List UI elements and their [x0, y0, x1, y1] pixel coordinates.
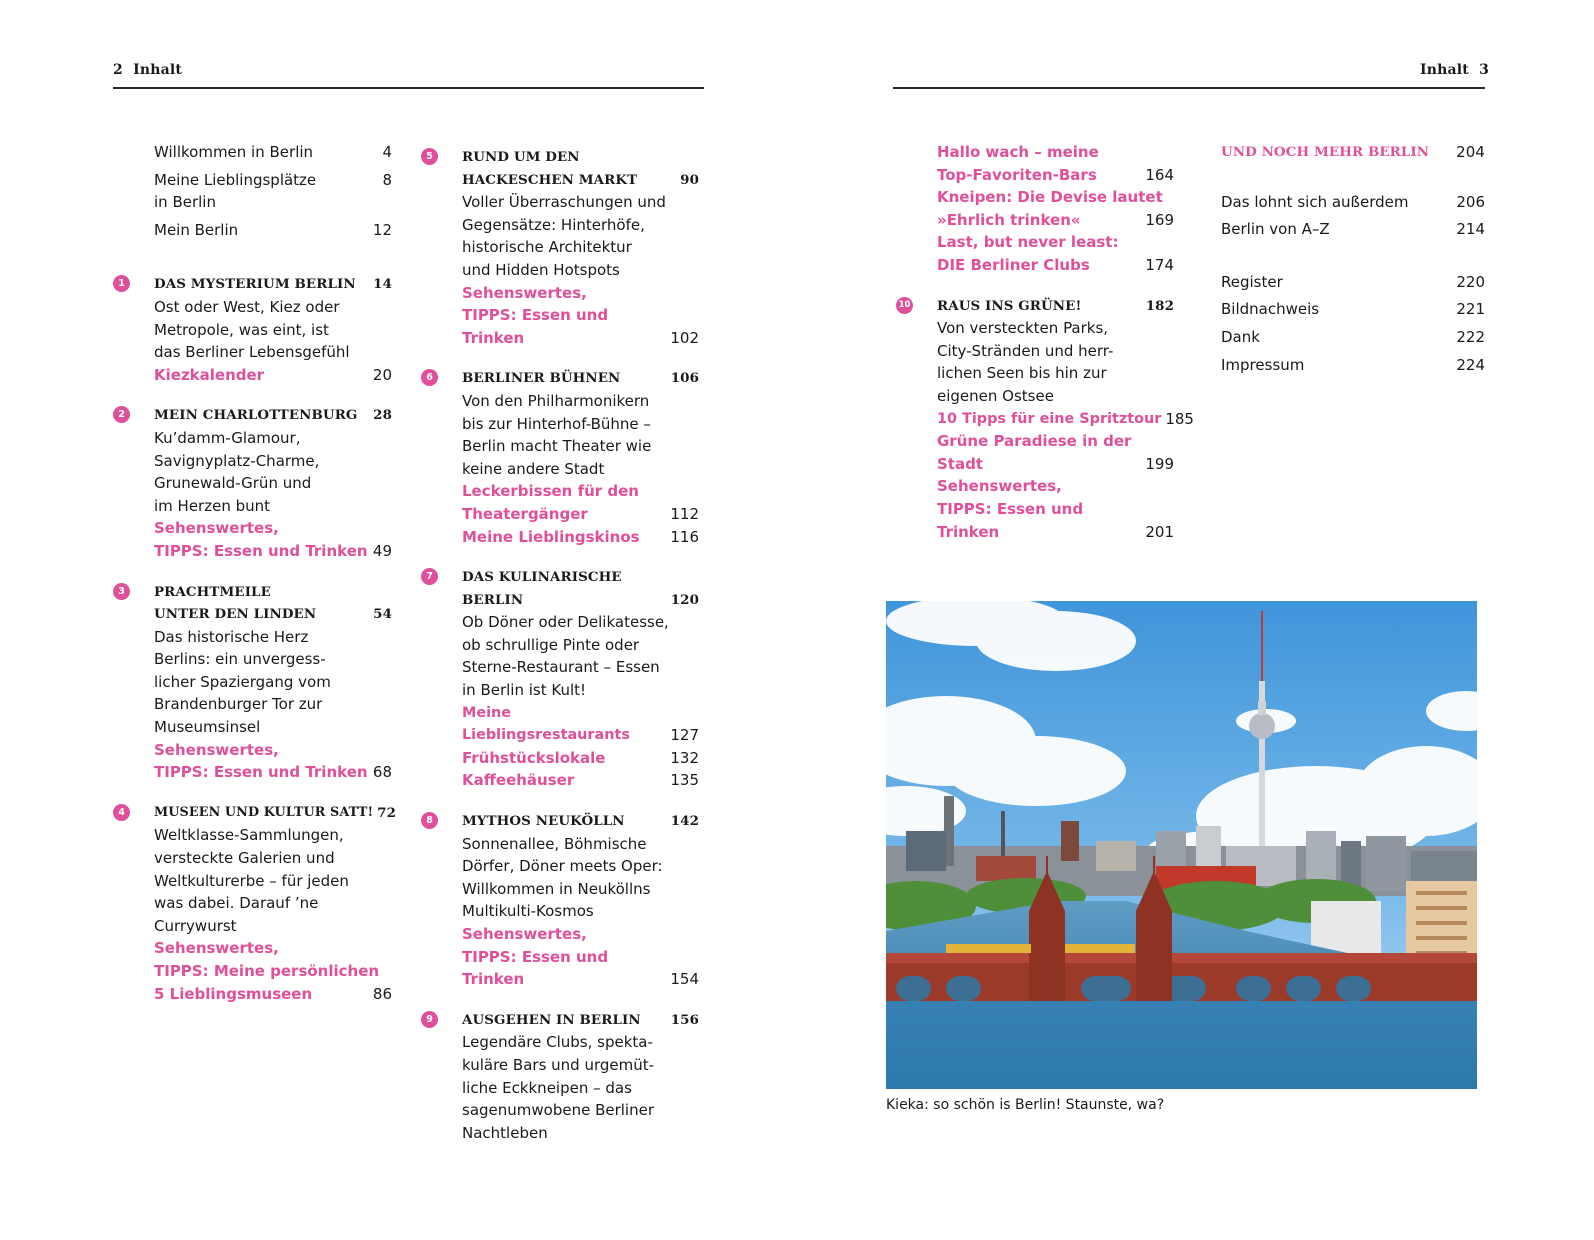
chapter-link[interactable]: TIPPS: Essen und Trinken 201 [937, 499, 1174, 541]
section-page: 204 [1456, 143, 1485, 161]
chapter-description: Das historische Herz Berlins: ein unvergess- licher Spaziergang vom Brandenburger Tor zur Museumsinsel [154, 627, 331, 737]
chapter-page: 106 [670, 370, 699, 387]
chapter-link[interactable]: Meine Lieblingsrestaurants 127 [462, 704, 699, 745]
entry-label: Berlin von A–Z [1221, 220, 1330, 239]
chapter-title: BERLIN [462, 591, 524, 608]
chapter-number-badge: 2 [113, 406, 130, 423]
chapter-description: Voller Überraschungen und Gegensätze: Hinterhöfe, historische Architektur und Hidden Hotspots [462, 193, 666, 279]
chapter-link[interactable]: Sehenswertes, [462, 925, 587, 943]
chapter-page: 90 [680, 171, 699, 188]
toc-entry[interactable] [154, 169, 392, 214]
chapter-description: Weltklasse-Sammlungen, versteckte Galerien und Weltkulturerbe – für jeden was dabei. Darauf ’ne Currywurst [154, 826, 349, 935]
chapter-link[interactable]: TIPPS: Essen und Trinken 102 [462, 306, 699, 347]
chapter-link[interactable]: TIPPS: Essen und Trinken 68 [154, 763, 392, 782]
chapter-link[interactable]: Top-Favoriten-Bars 164 [937, 165, 1174, 184]
entry-label: Das lohnt sich außerdem [1221, 192, 1409, 211]
chapter-description: Von versteckten Parks, City-Stränden und herr- lichen Seen bis hin zur eigenen Ostsee [937, 319, 1114, 405]
chapter-4[interactable] [118, 802, 397, 1005]
chapter-number-badge: 7 [421, 568, 438, 585]
toc-column-1 [118, 141, 397, 1005]
chapter-link[interactable]: 10 Tipps für eine Spritztour 185 [937, 409, 1194, 428]
entry-page: 4 [382, 143, 392, 161]
toc-entry[interactable] [1221, 298, 1485, 321]
chapter-1[interactable] [118, 273, 392, 386]
left-page-header [113, 62, 182, 78]
chapter-link[interactable]: TIPPS: Meine persönlichen [154, 962, 380, 980]
chapter-title: RUND UM DEN [462, 149, 580, 165]
left-header-rule [113, 87, 704, 89]
chapter-number-badge: 5 [421, 148, 438, 165]
chapter-8[interactable] [426, 810, 699, 991]
entry-label: in Berlin [154, 193, 216, 212]
entry-page: 224 [1456, 355, 1485, 374]
entry-label: Mein Berlin [154, 220, 239, 239]
intro-entries [154, 141, 392, 241]
chapter-page: 156 [670, 1011, 699, 1028]
chapter-page: 142 [670, 813, 699, 830]
entry-label: Bildnachweis [1221, 300, 1320, 319]
chapter-page: 54 [373, 606, 392, 623]
chapter-description: Legendäre Clubs, spekta- kuläre Bars und urgemüt- liche Eckkneipen – das sagenumwobene Berliner Nachtleben [462, 1033, 655, 1142]
chapter-link[interactable]: TIPPS: Essen und Trinken 154 [462, 947, 699, 989]
chapter-link[interactable]: Kneipen: Die Devise lautet [937, 188, 1163, 207]
toc-entry[interactable] [154, 219, 392, 242]
chapter-title: MEIN CHARLOTTENBURG [154, 407, 358, 424]
chapter-number-badge: 3 [113, 583, 130, 600]
chapter-3[interactable] [118, 581, 392, 784]
chapter-title: MYTHOS NEUKÖLLN [462, 813, 625, 830]
chapter-5[interactable] [426, 146, 699, 349]
chapter-title: RAUS INS GRÜNE! [937, 297, 1082, 314]
chapter-number-badge: 10 [896, 297, 913, 314]
entry-label: Dank [1221, 327, 1260, 346]
chapter-description: Ob Döner oder Delikatesse, ob schrullige Pinte oder Sterne-Restaurant – Essen in Berlin ist Kult! [462, 613, 669, 700]
toc-column-3 [898, 141, 1194, 543]
chapter-link[interactable]: Sehenswertes, [462, 283, 587, 302]
entry-label: Willkommen in Berlin [154, 143, 314, 161]
chapter-page: 72 [377, 804, 397, 821]
chapter-title: DAS MYSTERIUM BERLIN [154, 276, 356, 293]
toc-entry[interactable] [1221, 191, 1485, 214]
chapter-link[interactable]: Stadt 199 [937, 454, 1174, 473]
chapter-10[interactable] [898, 295, 1194, 544]
chapter-9[interactable] [426, 1009, 699, 1145]
chapter-link[interactable]: Frühstückslokale 132 [462, 748, 699, 767]
chapter-description: Ku’damm-Glamour, Savignyplatz-Charme, Grunewald-Grün und im Herzen bunt [154, 428, 320, 515]
left-page-number: 2 [113, 62, 123, 78]
chapter-number-badge: 6 [421, 369, 438, 386]
photo-caption: Kieka: so schön is Berlin! Staunste, wa? [886, 1097, 1165, 1113]
toc-column-4 [1221, 141, 1485, 381]
entry-page: 206 [1456, 192, 1485, 211]
right-page-number: 3 [1479, 62, 1490, 78]
chapter-link[interactable]: 5 Lieblingsmuseen 86 [154, 984, 392, 1003]
right-page-header [1420, 62, 1489, 78]
toc-column-2 [426, 146, 699, 1144]
chapter-link[interactable]: TIPPS: Essen und Trinken 49 [154, 541, 392, 560]
entry-page: 8 [382, 170, 392, 189]
chapter-description: Von den Philharmonikern bis zur Hinterhof-Bühne – Berlin macht Theater wie keine andere Stadt [462, 391, 652, 478]
chapter-title: HACKESCHEN MARKT [462, 171, 638, 188]
entry-label: Register [1221, 272, 1283, 291]
chapter-title: DAS KULINARISCHE [462, 569, 622, 586]
chapter-link[interactable]: Leckerbissen für den [462, 482, 639, 501]
toc-entry[interactable] [154, 141, 392, 164]
chapter-link[interactable]: Theatergänger 112 [462, 504, 699, 523]
chapter-title: MUSEEN UND KULTUR SATT! [154, 804, 374, 820]
chapter-link[interactable]: Sehenswertes, [937, 477, 1062, 496]
chapter-title: AUSGEHEN IN BERLIN [462, 1011, 641, 1028]
chapter-link[interactable]: Grüne Paradiese in der [937, 432, 1132, 451]
toc-entry[interactable] [1221, 271, 1485, 294]
chapter-link[interactable]: Last, but never least: [937, 233, 1119, 252]
berlin-skyline-photo [886, 601, 1477, 1089]
left-page-title: Inhalt [133, 62, 183, 78]
chapter-page: 182 [1145, 297, 1174, 314]
right-header-rule [893, 87, 1485, 89]
chapter-page: 28 [373, 407, 392, 424]
chapter-link[interactable]: Sehenswertes, [154, 939, 279, 958]
entry-label: Meine Lieblingsplätze [154, 170, 317, 189]
right-page-title: Inhalt [1420, 62, 1469, 78]
chapter-number-badge: 4 [113, 804, 130, 821]
chapter-number-badge: 1 [113, 275, 130, 292]
chapter-number-badge: 8 [421, 812, 438, 829]
chapter-link[interactable]: Kaffeehäuser 135 [462, 771, 699, 790]
chapter-link[interactable]: Hallo wach – meine [937, 143, 1099, 161]
entry-page: 222 [1456, 327, 1485, 346]
toc-entry[interactable] [1221, 218, 1485, 241]
chapter-title: UNTER DEN LINDEN [154, 606, 317, 623]
chapter-description: Sonnenallee, Böhmische Dörfer, Döner meets Oper: Willkommen in Neuköllns Multikulti-Kosmos [462, 834, 663, 921]
toc-entry[interactable] [1221, 354, 1485, 377]
toc-entry[interactable] [1221, 326, 1485, 349]
entry-page: 214 [1456, 220, 1485, 239]
entry-page: 220 [1456, 272, 1485, 291]
section-title: UND NOCH MEHR BERLIN [1221, 144, 1430, 160]
chapter-9-continued[interactable] [937, 141, 1174, 277]
chapter-7[interactable] [426, 566, 699, 792]
chapter-link[interactable]: Sehenswertes, [154, 740, 279, 759]
chapter-page: 14 [373, 276, 392, 293]
chapter-2[interactable] [118, 404, 392, 562]
chapter-6[interactable] [426, 367, 699, 548]
chapter-link[interactable]: Sehenswertes, [154, 519, 279, 538]
chapter-link[interactable]: »Ehrlich trinken« 169 [937, 210, 1174, 229]
chapter-title: BERLINER BÜHNEN [462, 370, 621, 387]
entry-label: Impressum [1221, 355, 1305, 374]
chapter-description: Ost oder West, Kiez oder Metropole, was eint, ist das Berliner Lebensgefühl [154, 297, 350, 362]
entry-page: 12 [372, 220, 392, 239]
section-more-berlin[interactable] [1221, 141, 1485, 164]
chapter-number-badge: 9 [421, 1011, 438, 1028]
chapter-page: 120 [670, 591, 699, 608]
chapter-link[interactable]: Meine Lieblingskinos 116 [462, 527, 699, 546]
chapter-title: PRACHTMEILE [154, 583, 271, 600]
chapter-link[interactable]: Kiezkalender 20 [154, 365, 392, 384]
chapter-link[interactable]: DIE Berliner Clubs 174 [937, 255, 1174, 274]
entry-page: 221 [1456, 300, 1485, 319]
